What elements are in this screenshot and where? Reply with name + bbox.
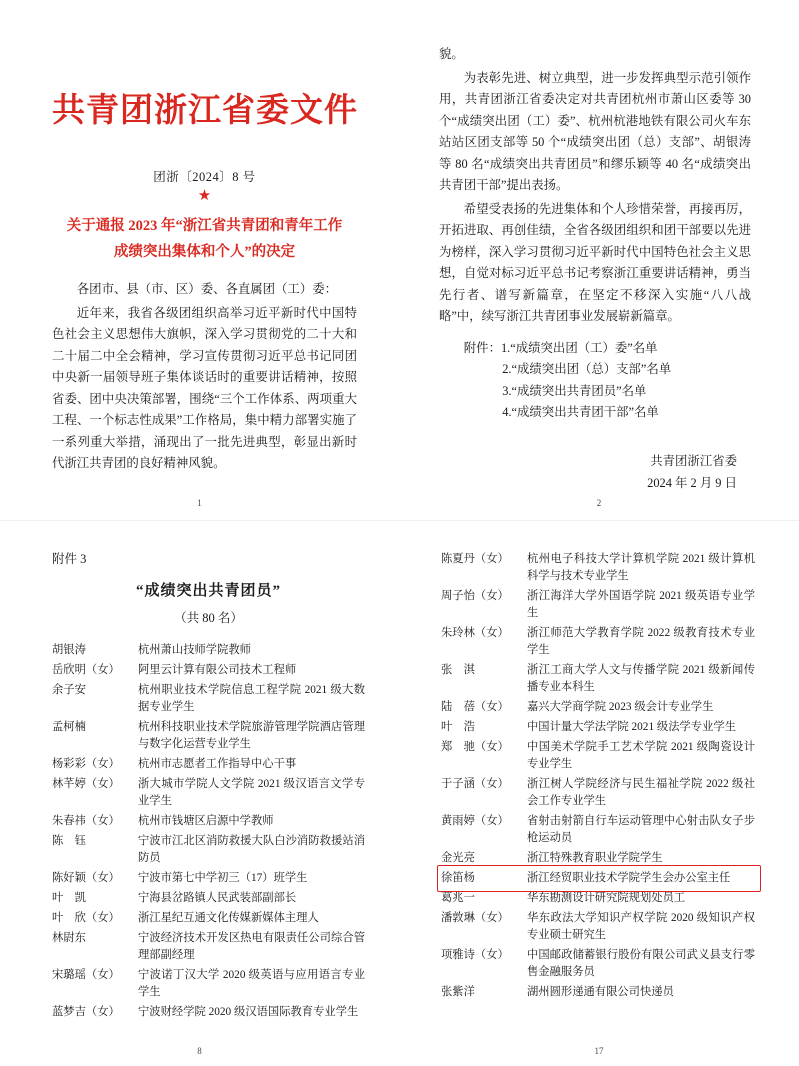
document-page-2 [399, 0, 799, 520]
roster-description: 湖州圆形递通有限公司快递员 [527, 985, 674, 998]
table-row [441, 888, 755, 908]
appendix-spread [0, 520, 799, 1066]
body-paragraph-3: 希望受表扬的先进集体和个人珍惜荣誉，再接再厉，开拓进取、再创佳绩，全省各级团组织和团干部要以先进为榜样，深入学习贯彻习近平新时代中国特色社会主义思想，自觉对标习近平总书记考察浙江重要讲话精神，勇当先行者、谱写新篇章，在坚定不移深入实施“八八战略”中，续写浙江共青团事业发展崭新篇章。 [439, 201, 751, 323]
roster-description: 杭州电子科技大学计算机学院 2021 级计算机科学与技术专业学生 [527, 552, 755, 582]
table-row [52, 717, 365, 754]
roster-description: 浙江海洋大学外国语学院 2021 级英语专业学生 [527, 589, 755, 619]
table-row [52, 774, 365, 811]
table-row [441, 811, 755, 848]
signer-name: 共青团浙江省委 [650, 453, 737, 468]
roster-name: 林尉东 [52, 931, 86, 944]
table-row [441, 945, 755, 982]
roster-name: 叶 浩 [441, 720, 475, 733]
roster-description: 浙江经贸职业技术学院学生会办公室主任 [527, 871, 731, 884]
roster-name: 张 淇 [441, 663, 475, 676]
table-row [52, 868, 365, 888]
roster-name: 潘敦琳（女） [441, 911, 509, 924]
roster-name: 陆 蓓（女） [441, 700, 509, 713]
roster-description: 阿里云计算有限公司技术工程师 [138, 663, 297, 676]
table-row [441, 848, 755, 868]
table-row [52, 908, 365, 928]
signature-date: 2024 年 2 月 9 日 [647, 475, 737, 490]
roster-name: 于子涵（女） [441, 777, 509, 790]
page-number-2: 2 [596, 498, 602, 508]
table-row [52, 888, 365, 908]
body-paragraph-1: 近年来，我省各级团组织高举习近平新时代中国特色社会主义思想伟大旗帜，深入学习贯彻党的二十大和二十届二中全会精神，学习宣传贯彻习近平总书记同团中央新一届领导班子集体谈话时的重要讲话精神，按照省委、团中央决策部署，围绕“三个工作体系、两项重大工程、一个标志性成果”工作格局，集中精力部署实施了一系列重大举措，涌现出了一批先进典型，彰显出新时代浙江共青团的良好精神风貌。 [52, 305, 357, 470]
roster-name: 葛兆一 [441, 891, 475, 904]
roster-name: 孟柯楠 [52, 720, 86, 733]
roster-description: 宁波市江北区消防救援大队白沙消防救援站消防员 [138, 834, 365, 864]
table-row [441, 908, 755, 945]
table-row [441, 868, 755, 888]
table-row [441, 982, 755, 1002]
roster-name: 朱春祎（女） [52, 814, 120, 827]
roster-description: 中国邮政储蓄银行股份有限公司武义县支行零售金融服务员 [527, 948, 755, 978]
table-row [441, 774, 755, 811]
table-row [441, 660, 755, 697]
roster-description: 浙江特殊教育职业学院学生 [527, 851, 663, 864]
roster-description: 浙江树人学院经济与民生福祉学院 2022 级社会工作专业学生 [527, 777, 755, 807]
table-row [52, 928, 365, 965]
body-paragraph-2: 为表彰先进、树立典型，进一步发挥典型示范引领作用，共青团浙江省委决定对共青团杭州市萧山区委等 30 个“成绩突出团（工）委”、杭州杭港地铁有限公司火车东站站区团支部等 50 个“成绩突出团（总）支部”、胡银涛等 80 名“成绩突出共青团员”和缪乐颖等 40 名“成绩突出共青团干部”提出表扬。 [439, 70, 751, 192]
appendix-label: 附件 3 [52, 552, 87, 566]
roster-description: 宁波财经学院 2020 级汉语国际教育专业学生 [138, 1005, 359, 1018]
table-row [52, 660, 365, 680]
roster-name: 陈 钰 [52, 834, 86, 847]
roster-description: 省射击射箭自行车运动管理中心射击队女子步枪运动员 [527, 814, 755, 844]
roster-description: 浙江星纪互通文化传媒新媒体主理人 [138, 911, 319, 924]
roster-name: 蓝梦吉（女） [52, 1005, 120, 1018]
roster-name: 周子怡（女） [441, 589, 509, 602]
page-number-1: 1 [197, 498, 202, 508]
table-row [52, 831, 365, 868]
roster-description: 中国美术学院手工艺术学院 2021 级陶瓷设计专业学生 [527, 740, 755, 770]
table-row [441, 586, 755, 623]
roster-name: 陈夏丹（女） [441, 552, 509, 565]
roster-description: 华东勘测设计研究院规划处员工 [527, 891, 686, 904]
roster-name: 张紫洋 [441, 985, 475, 998]
roster-name: 黄雨婷（女） [441, 814, 509, 827]
document-title-line1: 关于通报 2023 年“浙江省共青团和青年工作 [66, 218, 343, 234]
page-number-17: 17 [594, 1046, 604, 1056]
roster-description: 华东政法大学知识产权学院 2020 级知识产权专业硕士研究生 [527, 911, 755, 941]
roster-name: 余子安 [52, 683, 86, 696]
table-row [441, 737, 755, 774]
document-title-line2: 成绩突出集体和个人”的决定 [113, 244, 296, 260]
roster-name: 杨彩彩（女） [52, 757, 120, 770]
table-row [52, 680, 365, 717]
roster-description: 浙江师范大学教育学院 2022 级教育技术专业学生 [527, 626, 755, 656]
attachment-item-3: 3.“成绩突出共青团员”名单 [502, 383, 647, 398]
attachment-item-1: 附件：1.“成绩突出团（工）委”名单 [463, 340, 658, 355]
table-row [441, 697, 755, 717]
roster-name: 金光亮 [441, 851, 475, 864]
table-row [52, 640, 365, 660]
roster-description: 嘉兴大学商学院 2023 级会计专业学生 [527, 700, 714, 713]
roster-name: 叶 欣（女） [52, 911, 120, 924]
signature-block [439, 450, 751, 494]
addressee-line: 各团市、县（市、区）委、各直属团（工）委： [76, 282, 337, 296]
roster-name: 朱玲林（女） [441, 626, 509, 639]
roster-description: 宁海县岔路镇人民武装部副部长 [138, 891, 297, 904]
appendix-page-8 [0, 521, 399, 1066]
roster-description: 杭州科技职业技术学院旅游管理学院酒店管理与数字化运营专业学生 [138, 720, 365, 750]
document-number: 团浙〔2024〕8 号 [153, 170, 256, 184]
document-top-spread [0, 0, 799, 520]
document-page-1 [0, 0, 399, 520]
roster-description: 宁波市第七中学初三（17）班学生 [138, 871, 308, 884]
roster-description: 宁波经济技术开发区热电有限责任公司综合管理部副经理 [138, 931, 365, 961]
roster-table-left [52, 640, 365, 1022]
red-star-divider: ★ [197, 188, 212, 204]
document-title [52, 213, 357, 265]
table-row [441, 717, 755, 737]
body-paragraph-1-continued: 貌。 [439, 47, 464, 61]
roster-description: 宁波诺丁汉大学 2020 级英语与应用语言专业学生 [138, 968, 365, 998]
appendix-title: “成绩突出共青团员” [135, 583, 281, 599]
roster-description: 杭州市钱塘区启源中学教师 [138, 814, 274, 827]
roster-description: 浙大城市学院人文学院 2021 级汉语言文学专业学生 [138, 777, 365, 807]
roster-description: 中国计量大学法学院 2021 级法学专业学生 [527, 720, 736, 733]
table-row [52, 965, 365, 1002]
roster-description: 杭州市志愿者工作指导中心干事 [138, 757, 297, 770]
attachment-item-4: 4.“成绩突出共青团干部”名单 [502, 405, 659, 419]
roster-name: 项雅诗（女） [441, 948, 509, 961]
attachment-list [439, 338, 751, 424]
appendix-page-17 [399, 521, 799, 1066]
roster-name: 郑 驰（女） [441, 740, 509, 753]
roster-name: 叶 凯 [52, 891, 86, 904]
page-number-8: 8 [197, 1046, 202, 1056]
roster-table-right [441, 549, 755, 1002]
roster-description: 杭州萧山技师学院教师 [138, 643, 251, 656]
attachment-item-2: 2.“成绩突出团（总）支部”名单 [502, 362, 672, 376]
table-row [441, 623, 755, 660]
appendix-subtitle: （共 80 名） [174, 611, 243, 625]
roster-name: 林芊婷（女） [52, 777, 120, 790]
roster-description: 浙江工商大学人文与传播学院 2021 级新闻传播专业本科生 [527, 663, 755, 693]
masthead-title: 共青团浙江省委文件 [52, 93, 358, 129]
roster-description: 杭州职业技术学院信息工程学院 2021 级大数据专业学生 [138, 683, 365, 713]
roster-name: 陈好颖（女） [52, 871, 120, 884]
table-row [441, 549, 755, 586]
table-row [52, 754, 365, 774]
roster-name: 宋璐瑶（女） [52, 968, 120, 981]
roster-name: 徐笛杨 [441, 871, 475, 884]
table-row [52, 811, 365, 831]
roster-name: 胡银涛 [52, 643, 86, 656]
table-row [52, 1002, 365, 1022]
roster-name: 岳欣明（女） [52, 663, 120, 676]
